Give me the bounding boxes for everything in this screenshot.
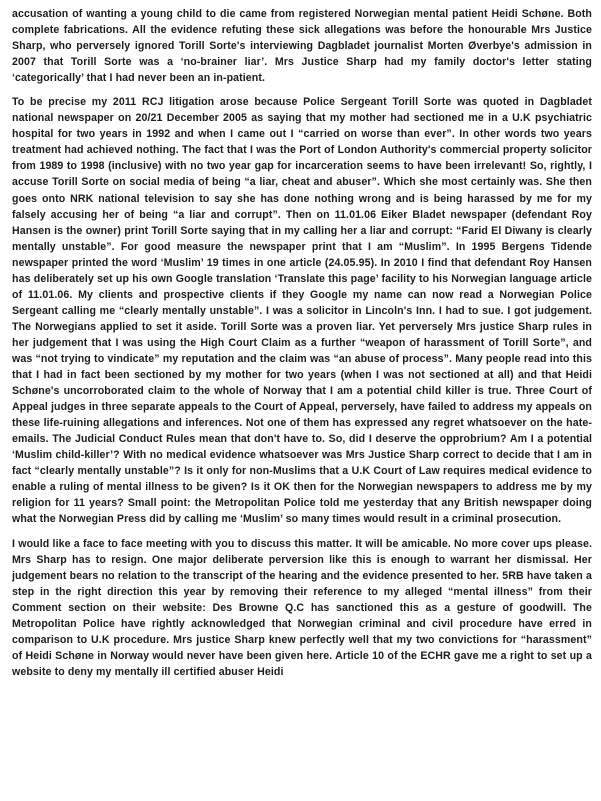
- paragraph-3: I would like a face to face meeting with you to discuss this matter. It will be amicable. No more cover ups please. Mrs Sharp has to resign. One major deliberate perversion like this is enough to warrant her dismissal. Her judgement bears no relation to the transcript of the hearing and the evidence presented to her. 5RB have taken a step in the right direction this year by removing their reference to my alleged “mental illness” from their Comment section on their website: Des Browne Q.C has sanctioned this as a gesture of goodwill. The Metropolitan Police have rightly acknowledged that Norwegian criminal and civil procedure have erred in comparison to U.K procedure. Mrs justice Sharp knew perfectly well that my two convictions for “harassment” of Heidi Schøne in Norway would never have been given here. Article 10 of the ECHR gave me a right to set up a website to deny my mentally ill certified abuser Heidi: [12, 537, 592, 678]
- paragraph-1: accusation of wanting a young child to die came from registered Norwegian mental patient Heidi Schøne. Both complete fabrications. All the evidence refuting these sick allegations was before the honourable Mrs Justice Sharp, who perversely ignored Torill Sorte's interviewing Dagbladet journalist Morten Øverbye's admission in 2007 that Torill Sorte was a ‘no-brainer liar’. Mrs Justice Sharp had my family doctor's letter stating ‘categorically’ that I had never been an in-patient.: [12, 8, 592, 85]
- paragraph-2: To be precise my 2011 RCJ litigation arose because Police Sergeant Torill Sorte was quoted in Dagbladet national newspaper on 20/21 December 2005 as saying that my mother had sectioned me in a U.K psychiatric hospital for two years in 1992 and when I came out I “carried on worse than ever”. In other words two years treatment had achieved nothing. The fact that I was the Port of London Authority's commercial property solicitor from 1989 to 1998 (inclusive) with no two year gap for incarceration seems to have been irrelevant! So, rightly, I accuse Torill Sorte on social media of being “a liar, cheat and abuser”. Which she most certainly was. She then goes onto NRK national television to say she has done nothing wrong and is being harassed by me for my falsely accusing her of being “a liar and corrupt”. Then on 11.01.06 Eiker Bladet newspaper (defendant Roy Hansen is the owner) print Torill Sorte saying that in my calling her a liar and corrupt: “Farid El Diwany is clearly mentally unstable”. For good measure the newspaper print that I am “Muslim”. In 1995 Bergens Tidende newspaper printed the word ‘Muslim’ 19 times in one article (24.05.95). In 2010 I find that defendant Roy Hansen has deliberately set up his own Google translation ‘Translate this page’ facility to his Norwegian language article of 11.01.06. My clients and prospective clients if they Google my name can now read a Norwegian Police Sergeant calling me “clearly mentally unstable”. I was a solicitor in Lincoln's Inn. I had to sue. I got judgement. The Norwegians applied to set it aside. Torill Sorte was a proven liar. Yet perversely Mrs justice Sharp rules in her judgement that I was using the High Court Claim as a further “weapon of harassment of Torill Sorte”, and was “not trying to vindicate” my reputation and the claim was “an abuse of process”. Many people read into this that I had in fact been sectioned by my mother for two years (when I was not sectioned at all) and that Heidi Schøne's uncorroborated claim to the whole of Norway that I am a potential child killer is true. Three Court of Appeal judges in three separate appeals to the Court of Appeal, perversely, have failed to address my appeals on these life-ruining allegations and inferences. Not one of them has expressed any regret whatsoever on the hate-emails. The Judicial Conduct Rules mean that don't have to. So, did I deserve the opprobrium? Am I a potential ‘Muslim child-killer’? With no medical evidence whatsoever was Mrs Justice Sharp correct to decide that I am in fact “clearly mentally unstable”? Is it only for non-Muslims that a U.K Court of Law requires medical evidence to enable a ruling of mental illness to be given? Is it OK then for the Norwegian newspapers to address me by my religion for 11 years? Small point: the Metropolitan Police told me yesterday that any British newspaper doing what the Norwegian Press did by calling me ‘Muslim’ so many times would result in a criminal prosecution.: [12, 96, 592, 526]
